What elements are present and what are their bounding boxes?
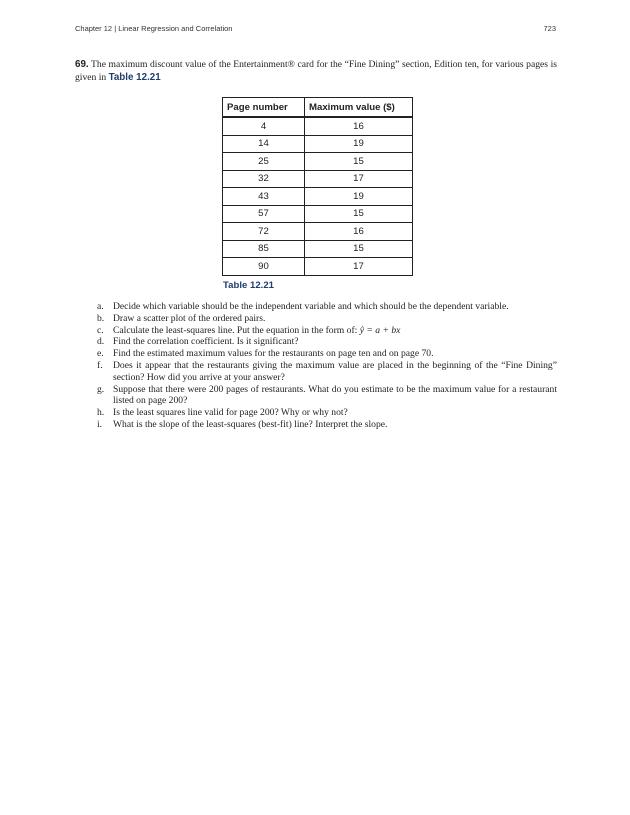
- table-cell: 32: [223, 170, 305, 188]
- table-row: [223, 170, 413, 188]
- item-label: f.: [97, 359, 103, 371]
- table-row: [223, 188, 413, 206]
- table-cell: 16: [305, 223, 413, 241]
- page-header: [75, 24, 556, 33]
- table-cell: 15: [305, 240, 413, 258]
- problem-number: 69.: [75, 59, 89, 70]
- table-cell: 43: [223, 188, 305, 206]
- item-label: e.: [97, 348, 104, 360]
- table-row: [223, 117, 413, 135]
- list-item: [75, 419, 557, 431]
- list-item: [75, 360, 557, 384]
- item-label: b.: [97, 312, 105, 324]
- table-row: [223, 135, 413, 153]
- table-row: [223, 258, 413, 276]
- list-item: [75, 384, 557, 408]
- table-cell: 17: [305, 170, 413, 188]
- item-label: a.: [97, 301, 104, 312]
- item-text: Draw a scatter plot of the ordered pairs.: [113, 312, 266, 324]
- item-text: What is the slope of the least-squares (best-fit) line? Interpret the slope.: [113, 418, 388, 430]
- table-row: [223, 205, 413, 223]
- list-item: [75, 301, 557, 313]
- table-row: [223, 240, 413, 258]
- table-cell: 90: [223, 258, 305, 276]
- column-header: Page number: [223, 98, 305, 118]
- table-cell: 17: [305, 258, 413, 276]
- data-table: [222, 97, 413, 276]
- table-cell: 16: [305, 117, 413, 135]
- list-item: [75, 407, 557, 419]
- column-header: Maximum value ($): [305, 98, 413, 118]
- item-label: h.: [97, 407, 105, 419]
- list-item: [75, 336, 557, 348]
- table-row: [223, 153, 413, 171]
- table-cell: 19: [305, 188, 413, 206]
- table-row: [223, 223, 413, 241]
- item-label: i.: [97, 418, 103, 430]
- table-cell: 72: [223, 223, 305, 241]
- item-text: Is the least squares line valid for page 200? Why or why not?: [113, 407, 348, 419]
- list-item: [75, 325, 557, 337]
- question-parts-list: [75, 301, 557, 431]
- problem-statement: [75, 59, 557, 84]
- list-item: [75, 348, 557, 360]
- item-label: d.: [97, 336, 105, 348]
- table-reference-link[interactable]: Table 12.21: [108, 71, 161, 83]
- table-cell: 15: [305, 153, 413, 171]
- table-cell: 19: [305, 135, 413, 153]
- regression-equation: ŷ = a + bx: [359, 324, 401, 336]
- item-text: Find the correlation coefficient. Is it significant?: [113, 336, 299, 348]
- table-cell: 4: [223, 117, 305, 135]
- item-text: Calculate the least-squares line. Put the equation in the form of:: [113, 324, 358, 336]
- page-number: 723: [543, 24, 556, 33]
- table-cell: 57: [223, 205, 305, 223]
- table-cell: 85: [223, 240, 305, 258]
- table-header-row: [223, 98, 413, 118]
- chapter-title: Chapter 12 | Linear Regression and Correlation: [75, 24, 233, 33]
- table-caption: Table 12.21: [223, 280, 275, 291]
- item-text: Find the estimated maximum values for the restaurants on page ten and on page 70.: [113, 348, 434, 360]
- item-text: Suppose that there were 200 pages of restaurants. What do you estimate to be the maximum value for a restaurant listed on page 200?: [113, 383, 557, 407]
- item-label: g.: [97, 383, 105, 395]
- problem-text: The maximum discount value of the Entertainment® card for the “Fine Dining” section, Edition ten, for various pages is given in: [75, 59, 557, 83]
- table-cell: 15: [305, 205, 413, 223]
- table-cell: 14: [223, 135, 305, 153]
- item-label: c.: [97, 324, 104, 336]
- list-item: [75, 313, 557, 325]
- table-cell: 25: [223, 153, 305, 171]
- item-text: Decide which variable should be the independent variable and which should be the dependent variable.: [113, 301, 509, 312]
- item-text: Does it appear that the restaurants giving the maximum value are placed in the beginning of the “Fine Dining” section? How did you arrive at your answer?: [113, 359, 557, 383]
